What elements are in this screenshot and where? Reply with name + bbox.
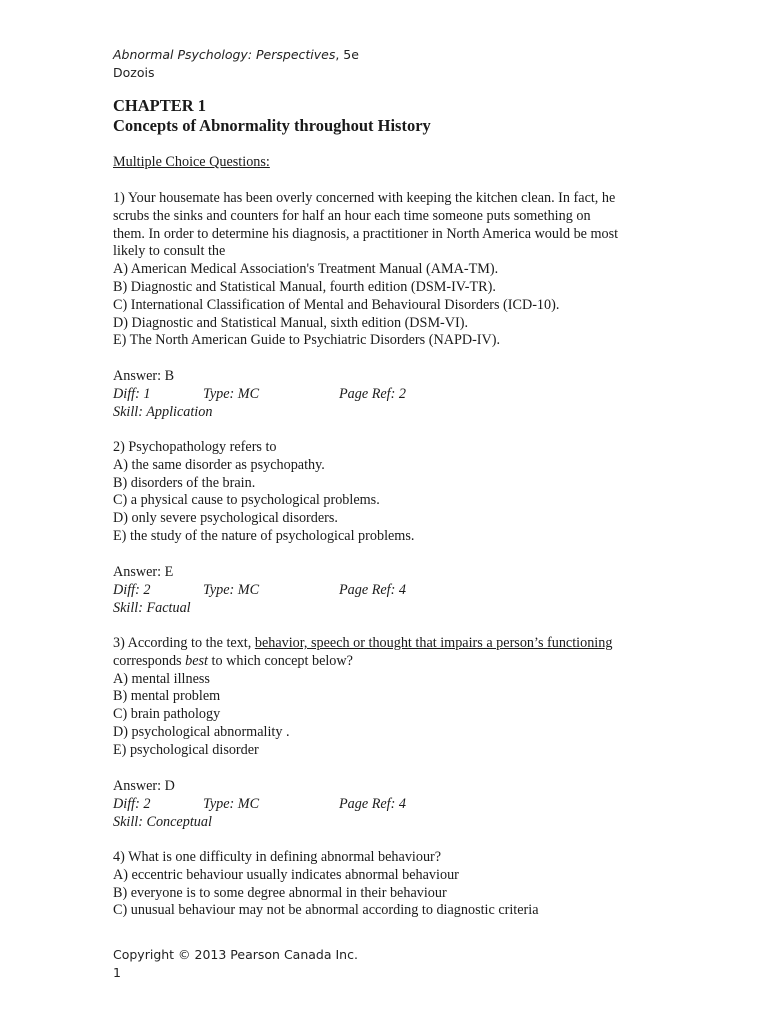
question-type: Type: MC: [203, 385, 260, 402]
page-reference: Page Ref: 4: [339, 795, 406, 812]
difficulty: Diff: 1: [113, 385, 151, 402]
answer-option: B) disorders of the brain.: [113, 474, 256, 491]
answer-option: E) psychological disorder: [113, 741, 259, 758]
answer-option: D) Diagnostic and Statistical Manual, sixth edition (DSM-VI).: [113, 314, 469, 331]
stem-line2-prefix: corresponds: [113, 652, 186, 669]
answer-option: A) American Medical Association's Treatment Manual (AMA-TM).: [113, 261, 499, 278]
answer-option: A) eccentric behaviour usually indicates abnormal behaviour: [113, 866, 459, 883]
difficulty-row: [113, 582, 733, 600]
skill: Skill: Factual: [113, 599, 191, 616]
answer-option: C) unusual behaviour may not be abnormal according to diagnostic criteria: [113, 902, 539, 919]
stem-line2-suffix: to which concept below?: [207, 652, 353, 669]
question-stem-line: 1) Your housemate has been overly concerned with keeping the kitchen clean. In fact, he: [113, 190, 616, 206]
skill: Skill: Conceptual: [113, 813, 212, 830]
chapter-title: Concepts of Abnormality throughout History: [113, 116, 431, 135]
question-3: [113, 635, 733, 760]
answer-option: C) a physical cause to psychological problems.: [113, 492, 380, 509]
difficulty-row: [113, 796, 733, 814]
question-stem-line: [113, 635, 733, 653]
answer-option: E) The North American Guide to Psychiatric Disorders (NAPD-IV).: [113, 332, 501, 349]
answer-key: Answer: B: [113, 368, 175, 384]
section-heading: Multiple Choice Questions:: [113, 154, 270, 170]
stem-prefix: 3) According to the text,: [113, 635, 255, 651]
book-title: Abnormal Psychology: Perspectives: [113, 47, 336, 62]
answer-key: Answer: E: [113, 564, 174, 580]
answer-option: B) Diagnostic and Statistical Manual, fourth edition (DSM-IV-TR).: [113, 278, 496, 295]
question-2-meta: [113, 564, 733, 617]
author: Dozois: [113, 65, 155, 80]
copyright-notice: Copyright © 2013 Pearson Canada Inc.: [113, 947, 358, 962]
answer-option: B) mental problem: [113, 688, 221, 705]
page-reference: Page Ref: 2: [339, 385, 406, 402]
answer-option: D) psychological abnormality .: [113, 723, 290, 740]
page-number: 1: [113, 965, 121, 980]
question-3-meta: [113, 778, 733, 831]
question-stem-line: [113, 653, 733, 671]
question-stem-line: them. In order to determine his diagnosis, a practitioner in North America would be most: [113, 225, 619, 242]
running-header: [113, 46, 359, 64]
question-1: [113, 190, 733, 350]
difficulty: Diff: 2: [113, 581, 151, 598]
chapter-number: CHAPTER 1: [113, 96, 207, 115]
question-stem-line: 2) Psychopathology refers to: [113, 439, 277, 455]
underlined-phrase: behavior, speech or thought that impairs a person’s functioning: [254, 635, 613, 651]
question-4: [113, 849, 733, 920]
question-stem-line: 4) What is one difficulty in defining abnormal behaviour?: [113, 849, 442, 865]
answer-option: D) only severe psychological disorders.: [113, 510, 338, 527]
question-stem-line: likely to consult the: [113, 243, 226, 260]
edition: , 5e: [335, 47, 359, 62]
answer-option: C) International Classification of Mental and Behavioural Disorders (ICD-10).: [113, 296, 560, 313]
difficulty: Diff: 2: [113, 795, 151, 812]
answer-option: C) brain pathology: [113, 706, 221, 723]
answer-option: E) the study of the nature of psychological problems.: [113, 527, 415, 544]
answer-option: A) mental illness: [113, 670, 210, 687]
question-type: Type: MC: [203, 795, 260, 812]
difficulty-row: [113, 386, 733, 404]
emphasis-word: best: [185, 652, 208, 669]
answer-key: Answer: D: [113, 778, 175, 794]
skill: Skill: Application: [113, 403, 213, 420]
question-2: [113, 439, 733, 546]
question-type: Type: MC: [203, 581, 260, 598]
question-1-meta: [113, 368, 733, 421]
answer-option: B) everyone is to some degree abnormal in their behaviour: [113, 884, 447, 901]
question-stem-line: scrubs the sinks and counters for half an hour each time someone puts something on: [113, 207, 591, 224]
page-reference: Page Ref: 4: [339, 581, 406, 598]
answer-option: A) the same disorder as psychopathy.: [113, 456, 325, 473]
